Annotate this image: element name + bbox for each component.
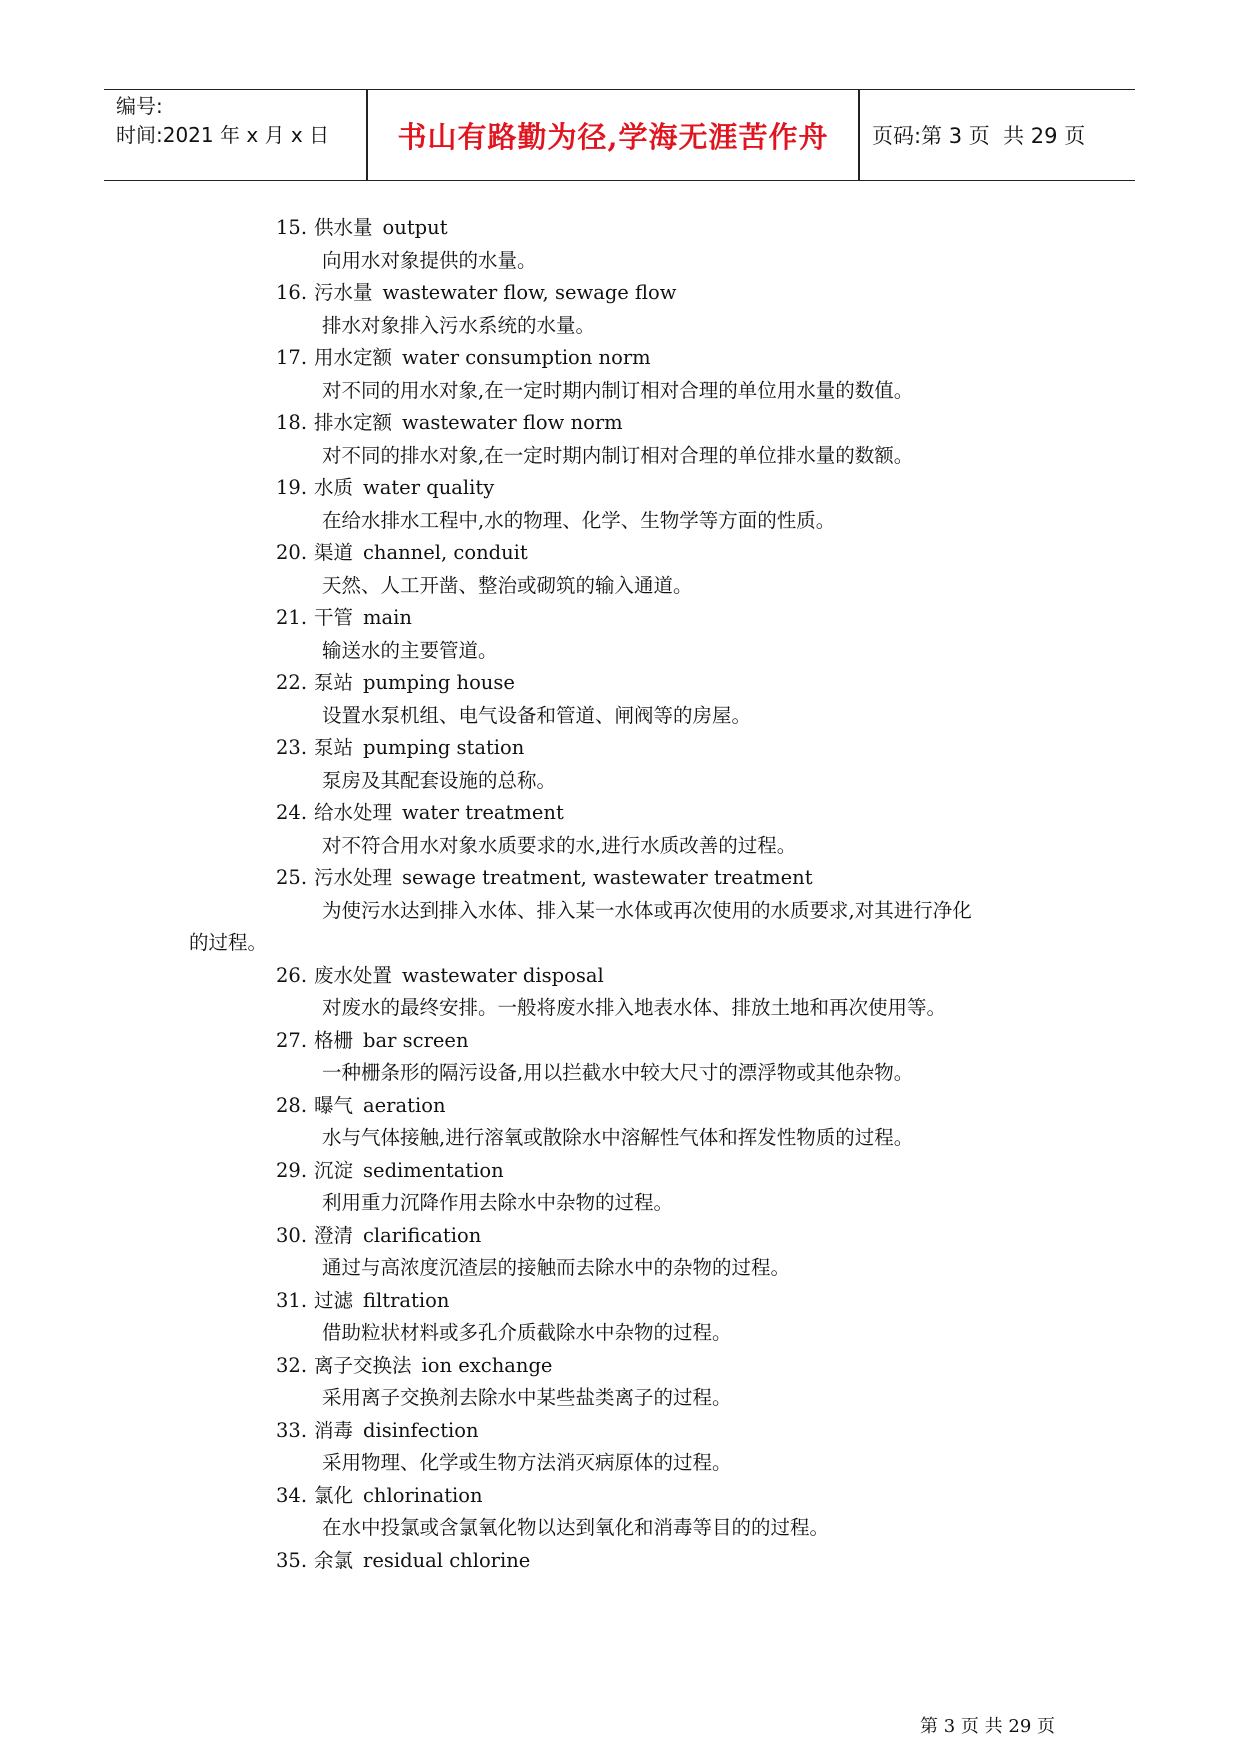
glossary-entry [0, 342, 1241, 407]
definition-text: 输送水的主要管道。 [322, 638, 498, 662]
term-line [0, 1220, 1241, 1253]
term-english: main [363, 606, 412, 629]
definition-text: 水与气体接触,进行溶氧或散除水中溶解性气体和挥发性物质的过程。 [322, 1126, 914, 1149]
term-english: sewage treatment, wastewater treatment [402, 866, 813, 889]
glossary-entry [0, 212, 1241, 277]
term-line [0, 667, 1241, 700]
term-definition [0, 1382, 1241, 1415]
term-definition [0, 1317, 1241, 1350]
entry-number: 34. [276, 1483, 308, 1507]
term-line [0, 212, 1241, 245]
term-line [0, 602, 1241, 635]
term-chinese: 泵站 [314, 671, 354, 694]
term-line [0, 960, 1241, 993]
glossary-entry [0, 1415, 1241, 1480]
term-definition [0, 700, 1241, 733]
definition-continuation: 的过程。 [189, 931, 268, 954]
term-english: ion exchange [421, 1353, 553, 1377]
definition-text: 在给水排水工程中,水的物理、化学、生物学等方面的性质。 [322, 508, 836, 532]
term-chinese: 过滤 [314, 1288, 354, 1312]
term-definition [0, 1512, 1241, 1545]
header-divider [858, 90, 860, 180]
glossary-list [0, 212, 1241, 1577]
term-chinese: 污水量 [314, 281, 373, 304]
term-english: disinfection [363, 1418, 479, 1442]
term-definition [0, 310, 1241, 343]
term-chinese: 消毒 [314, 1418, 354, 1442]
entry-number: 32. [276, 1353, 308, 1377]
definition-text: 排水对象排入污水系统的水量。 [322, 313, 596, 337]
glossary-entry [0, 732, 1241, 797]
entry-number: 22. [276, 671, 308, 694]
entry-number: 28. [276, 1093, 308, 1117]
term-line [0, 342, 1241, 375]
term-definition [0, 895, 1241, 960]
document-header [104, 89, 1135, 181]
term-chinese: 沉淀 [314, 1158, 354, 1182]
glossary-entry [0, 862, 1241, 960]
term-chinese: 泵站 [314, 736, 354, 759]
term-chinese: 水质 [314, 476, 354, 499]
term-english: channel, conduit [363, 541, 528, 564]
term-definition [0, 635, 1241, 668]
glossary-entry [0, 667, 1241, 732]
entry-number: 33. [276, 1418, 308, 1442]
time-label: 时间:2021 年 x 月 x 日 [116, 123, 330, 147]
term-definition [0, 505, 1241, 538]
term-english: clarification [363, 1223, 482, 1247]
glossary-entry [0, 472, 1241, 537]
definition-text: 利用重力沉降作用去除水中杂物的过程。 [322, 1191, 674, 1214]
term-line [0, 732, 1241, 765]
term-chinese: 供水量 [314, 216, 373, 239]
entry-number: 25. [276, 866, 308, 889]
definition-text: 借助粒状材料或多孔介质截除水中杂物的过程。 [322, 1321, 732, 1344]
definition-text: 对废水的最终安排。一般将废水排入地表水体、排放土地和再次使用等。 [322, 996, 947, 1019]
entry-number: 26. [276, 963, 308, 987]
header-meta [116, 92, 356, 150]
term-definition [0, 440, 1241, 473]
entry-number: 30. [276, 1223, 308, 1247]
entry-number: 20. [276, 541, 308, 564]
term-line [0, 407, 1241, 440]
entry-number: 18. [276, 411, 308, 434]
definition-text: 对不同的用水对象,在一定时期内制订相对合理的单位用水量的数值。 [322, 378, 914, 402]
term-chinese: 澄清 [314, 1223, 354, 1247]
term-line [0, 797, 1241, 830]
definition-text: 在水中投氯或含氯氧化物以达到氧化和消毒等目的的过程。 [322, 1516, 830, 1539]
definition-text: 采用物理、化学或生物方法消灭病原体的过程。 [322, 1451, 732, 1474]
glossary-entry [0, 960, 1241, 1025]
entry-number: 23. [276, 736, 308, 759]
term-line [0, 1480, 1241, 1513]
definition-text: 对不符合用水对象水质要求的水,进行水质改善的过程。 [322, 833, 797, 857]
glossary-entry [0, 1350, 1241, 1415]
entry-number: 31. [276, 1288, 308, 1312]
glossary-entry [0, 1220, 1241, 1285]
term-line [0, 277, 1241, 310]
definition-text: 设置水泵机组、电气设备和管道、闸阀等的房屋。 [322, 703, 752, 727]
entry-number: 16. [276, 281, 308, 304]
definition-text: 通过与高浓度沉渣层的接触而去除水中的杂物的过程。 [322, 1256, 791, 1279]
term-chinese: 废水处置 [314, 963, 393, 987]
term-english: bar screen [363, 1028, 469, 1052]
glossary-entry [0, 1480, 1241, 1545]
term-line [0, 1090, 1241, 1123]
page-footer: 第 3 页 共 29 页 [920, 1716, 1055, 1737]
term-chinese: 离子交换法 [314, 1353, 412, 1377]
term-chinese: 渠道 [314, 541, 354, 564]
definition-text: 向用水对象提供的水量。 [322, 248, 537, 272]
term-definition [0, 992, 1241, 1025]
glossary-entry [0, 602, 1241, 667]
entry-number: 35. [276, 1548, 308, 1572]
entry-number: 29. [276, 1158, 308, 1182]
entry-number: 24. [276, 801, 308, 824]
term-line [0, 472, 1241, 505]
term-definition [0, 1057, 1241, 1090]
entry-number: 15. [276, 216, 308, 239]
term-definition [0, 1447, 1241, 1480]
term-definition [0, 1252, 1241, 1285]
term-english: aeration [363, 1093, 446, 1117]
entry-number: 17. [276, 346, 308, 369]
term-chinese: 格栅 [314, 1028, 354, 1052]
entry-number: 19. [276, 476, 308, 499]
glossary-entry [0, 1090, 1241, 1155]
term-chinese: 排水定额 [314, 411, 393, 434]
term-line [0, 1285, 1241, 1318]
term-line [0, 1155, 1241, 1188]
term-english: output [382, 216, 448, 239]
glossary-entry [0, 1545, 1241, 1578]
term-definition [0, 1122, 1241, 1155]
definition-text: 对不同的排水对象,在一定时期内制订相对合理的单位排水量的数额。 [322, 443, 914, 467]
term-english: sedimentation [363, 1158, 504, 1182]
term-chinese: 氯化 [314, 1483, 354, 1507]
glossary-entry [0, 1155, 1241, 1220]
term-english: wastewater flow norm [402, 411, 623, 434]
term-chinese: 余氯 [314, 1548, 354, 1572]
term-english: pumping house [363, 671, 515, 694]
glossary-entry [0, 1285, 1241, 1350]
term-definition [0, 830, 1241, 863]
term-english: wastewater flow, sewage flow [382, 281, 677, 304]
term-english: residual chlorine [363, 1548, 531, 1572]
header-motto: 书山有路勤为径,学海无涯苦作舟 [397, 119, 829, 154]
term-chinese: 干管 [314, 606, 354, 629]
definition-text: 泵房及其配套设施的总称。 [322, 768, 557, 792]
term-definition [0, 375, 1241, 408]
term-definition [0, 1187, 1241, 1220]
id-label: 编号: [116, 94, 163, 118]
header-page-number: 页码:第 3 页 共 29 页 [872, 124, 1086, 148]
term-chinese: 曝气 [314, 1093, 354, 1117]
term-line [0, 862, 1241, 895]
term-definition [0, 765, 1241, 798]
entry-number: 21. [276, 606, 308, 629]
definition-text: 天然、人工开凿、整治或砌筑的输入通道。 [322, 573, 693, 597]
definition-text: 为使污水达到排入水体、排入某一水体或再次使用的水质要求,对其进行净化 [322, 898, 972, 922]
term-chinese: 用水定额 [314, 346, 393, 369]
term-english: water consumption norm [402, 346, 651, 369]
definition-text: 一种栅条形的隔污设备,用以拦截水中较大尺寸的漂浮物或其他杂物。 [322, 1061, 914, 1084]
glossary-entry [0, 1025, 1241, 1090]
glossary-entry [0, 537, 1241, 602]
term-line [0, 1415, 1241, 1448]
glossary-entry [0, 277, 1241, 342]
term-english: wastewater disposal [402, 963, 604, 987]
term-line [0, 1545, 1241, 1578]
term-line [0, 1025, 1241, 1058]
term-english: filtration [363, 1288, 450, 1312]
term-line [0, 537, 1241, 570]
term-definition [0, 570, 1241, 603]
definition-text: 采用离子交换剂去除水中某些盐类离子的过程。 [322, 1386, 732, 1409]
term-english: pumping station [363, 736, 525, 759]
term-chinese: 污水处理 [314, 866, 393, 889]
term-english: water quality [363, 476, 495, 499]
glossary-entry [0, 797, 1241, 862]
term-line [0, 1350, 1241, 1383]
term-english: water treatment [402, 801, 564, 824]
term-definition [0, 245, 1241, 278]
entry-number: 27. [276, 1028, 308, 1052]
glossary-entry [0, 407, 1241, 472]
term-english: chlorination [363, 1483, 483, 1507]
term-chinese: 给水处理 [314, 801, 393, 824]
